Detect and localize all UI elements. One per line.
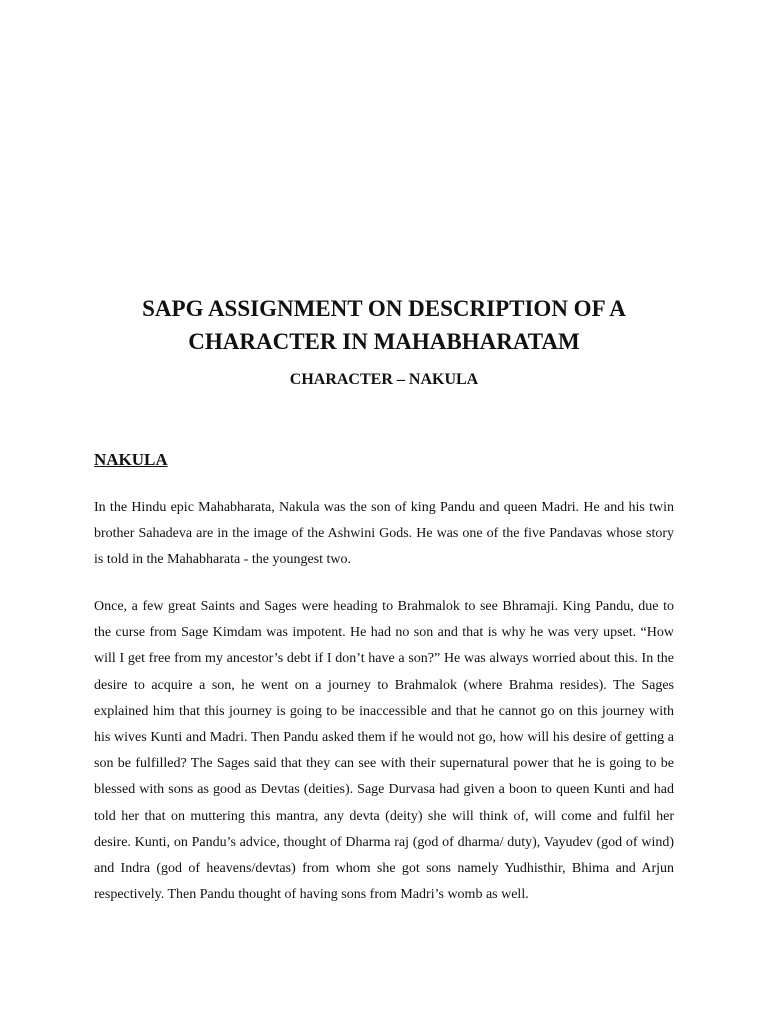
document-subtitle: CHARACTER – NAKULA [289,371,479,388]
title-line-2: CHARACTER IN MAHABHARATAM [188,329,580,354]
document-title [0,292,768,358]
paragraph-intro: In the Hindu epic Mahabharata, Nakula was the son of king Pandu and queen Madri. He and his twin brother Sahadeva are in the image of the Ashwini Gods. He was one of the five Pandavas whose story is told in the Mahabharata - the youngest two. [94,500,674,568]
paragraph-story: Once, a few great Saints and Sages were heading to Brahmalok to see Bhramaji. King Pandu, due to the curse from Sage Kimdam was impotent. He had no son and that is why he was very upset. “How will I get free from my ancestor’s debt if I don’t have a son?” He was always worried about this. In the desire to acquire a son, he went on a journey to Brahmalok (where Brahma resides). The Sages explained him that this journey is going to be inaccessible and that he cannot go on this journey with his wives Kunti and Madri. Then Pandu asked them if he would not go, how will his desire of getting a son be fulfilled? The Sages said that they can see with their supernatural power that he is going to be blessed with sons as good as Devtas (deities). Sage Durvasa had given a boon to queen Kunti and had told her that on muttering this mantra, any devta (deity) she will think of, will come and fulfil her desire. Kunti, on Pandu’s advice, thought of Dharma raj (god of dharma/ duty), Vayudev (god of wind) and Indra (god of heavens/devtas) from whom she got sons namely Yudhisthir, Bhima and Arjun respectively. Then Pandu thought of having sons from Madri’s womb as well. [94,599,674,903]
title-line-1: SAPG ASSIGNMENT ON DESCRIPTION OF A [142,296,626,321]
section-heading: NAKULA [94,450,168,469]
